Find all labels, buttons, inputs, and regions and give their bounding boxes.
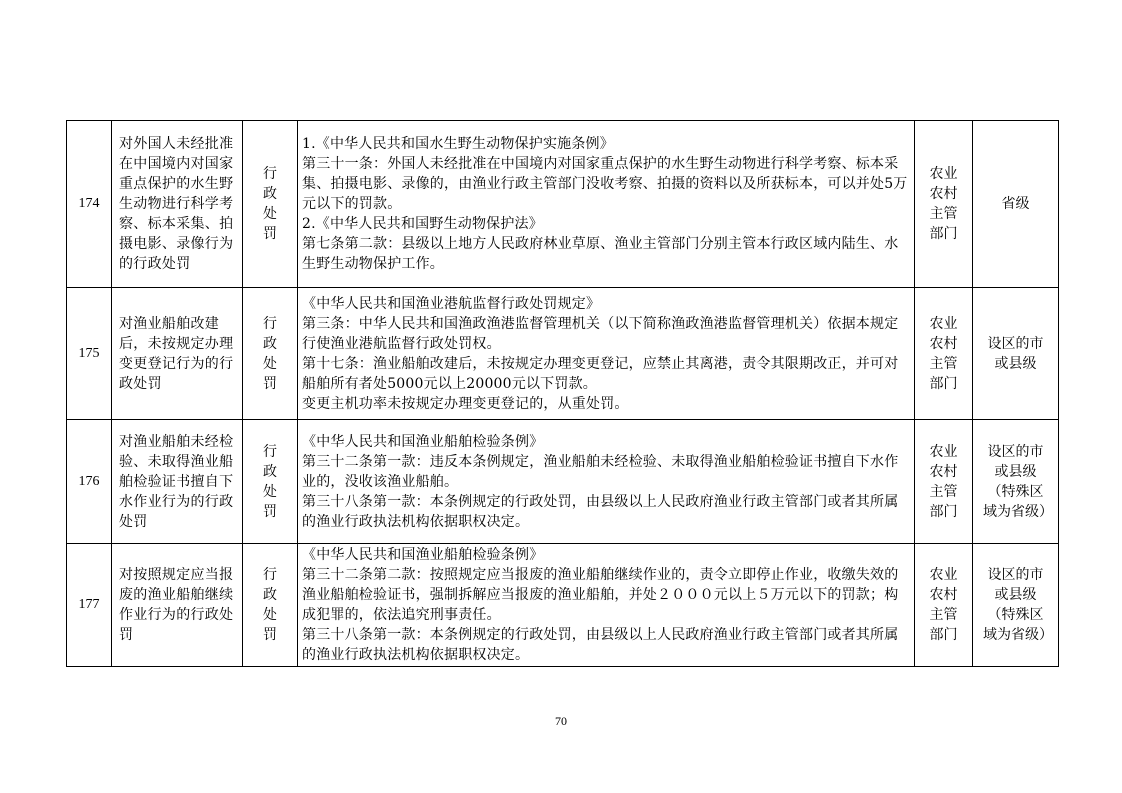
page-number: 70 xyxy=(555,714,567,728)
table-row xyxy=(67,288,1059,420)
item-type: 行政处罚 xyxy=(243,420,298,544)
row-number: 174 xyxy=(67,121,112,288)
legal-basis xyxy=(298,420,915,544)
table-row xyxy=(67,544,1059,667)
basis-line: 第三十八条第一款：本条例规定的行政处罚，由县级以上人民政府渔业行政主管部门或者其所属的渔业行政执法机构依据职权决定。 xyxy=(302,627,899,663)
jurisdiction-level: 省级 xyxy=(973,121,1059,288)
table-row xyxy=(67,121,1059,288)
row-number: 175 xyxy=(67,288,112,420)
jurisdiction-level: 设区的市或县级 xyxy=(973,288,1059,420)
responsible-department: 农业农村主管部门 xyxy=(915,288,973,420)
basis-line: 第七条第二款：县级以上地方人民政府林业草原、渔业主管部门分别主管本行政区域内陆生、水生野生动物保护工作。 xyxy=(302,236,899,272)
basis-line: 《中华人民共和国渔业船舶检验条例》 xyxy=(302,433,544,450)
basis-line: 第三十二条第二款：按照规定应当报废的渔业船舶继续作业的，责令立即停止作业，收缴失效的渔业船舶检验证书，强制拆解应当报废的渔业船舶，并处２０００元以上５万元以下的罚款；构成犯罪的，依法追究刑事责任。 xyxy=(302,567,899,623)
basis-line: 第三十八条第一款：本条例规定的行政处罚，由县级以上人民政府渔业行政主管部门或者其所属的渔业行政执法机构依据职权决定。 xyxy=(302,493,899,530)
item-name: 对按照规定应当报废的渔业船舶继续作业行为的行政处罚 xyxy=(112,544,243,667)
legal-basis xyxy=(298,288,915,420)
item-name: 对外国人未经批准在中国境内对国家重点保护的水生野生动物进行科学考察、标本采集、拍摄电影、录像行为的行政处罚 xyxy=(112,121,243,288)
responsible-department: 农业农村主管部门 xyxy=(915,544,973,667)
basis-line: 第三条：中华人民共和国渔政渔港监督管理机关（以下简称渔政渔港监督管理机关）依据本规定行使渔业港航监督行政处罚权。 xyxy=(302,315,899,352)
item-type: 行政处罚 xyxy=(243,544,298,667)
legal-basis xyxy=(298,544,915,667)
basis-line: 变更主机功率未按规定办理变更登记的，从重处罚。 xyxy=(302,395,629,412)
table-row xyxy=(67,420,1059,544)
jurisdiction-level: 设区的市或县级（特殊区域为省级） xyxy=(973,544,1059,667)
basis-line: 第三十一条：外国人未经批准在中国境内对国家重点保护的水生野生动物进行科学考察、标本采集、拍摄电影、录像的，由渔业行政主管部门没收考察、拍摄的资料以及所获标本，可以并处5万元以下的罚款。 xyxy=(302,156,908,212)
item-name: 对渔业船舶未经检验、未取得渔业船舶检验证书擅自下水作业行为的行政处罚 xyxy=(112,420,243,544)
jurisdiction-level: 设区的市或县级（特殊区域为省级） xyxy=(973,420,1059,544)
item-type: 行政处罚 xyxy=(243,288,298,420)
basis-line: 第三十二条第一款：违反本条例规定，渔业船舶未经检验、未取得渔业船舶检验证书擅自下水作业的，没收该渔业船舶。 xyxy=(302,453,899,490)
responsible-department: 农业农村主管部门 xyxy=(915,121,973,288)
basis-line: 《中华人民共和国渔业船舶检验条例》 xyxy=(302,547,544,563)
legal-basis xyxy=(298,121,915,288)
basis-line: 《中华人民共和国渔业港航监督行政处罚规定》 xyxy=(302,295,601,312)
item-name: 对渔业船舶改建后，未按规定办理变更登记行为的行政处罚 xyxy=(112,288,243,420)
penalty-table xyxy=(66,120,1059,667)
basis-line: 2.《中华人民共和国野生动物保护法》 xyxy=(302,216,543,232)
item-type: 行政处罚 xyxy=(243,121,298,288)
row-number: 177 xyxy=(67,544,112,667)
row-number: 176 xyxy=(67,420,112,544)
basis-line: 第十七条：渔业船舶改建后，未按规定办理变更登记，应禁止其离港，责令其限期改正，并可对船舶所有者处5000元以上20000元以下罚款。 xyxy=(302,355,899,392)
responsible-department: 农业农村主管部门 xyxy=(915,420,973,544)
basis-line: 1.《中华人民共和国水生野生动物保护实施条例》 xyxy=(302,136,614,152)
